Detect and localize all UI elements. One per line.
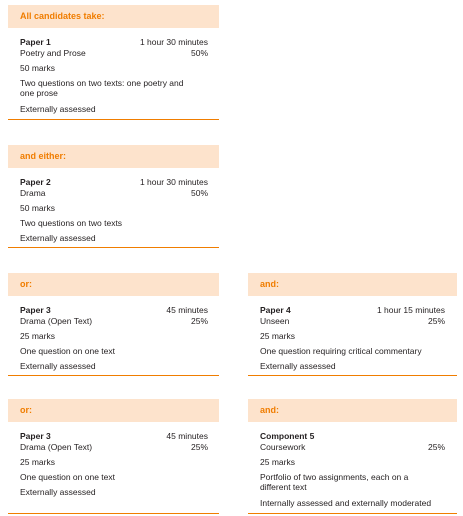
card-title: Paper 3 bbox=[20, 431, 51, 441]
component-card bbox=[8, 5, 219, 120]
card-duration: 1 hour 30 minutes bbox=[139, 177, 208, 187]
card-title: Paper 4 bbox=[260, 305, 291, 315]
card-marks: 25 marks bbox=[260, 331, 295, 341]
card-title: Paper 2 bbox=[20, 177, 51, 187]
card-subtitle: Drama (Open Text) bbox=[20, 316, 93, 326]
card-duration: 1 hour 15 minutes bbox=[376, 305, 445, 315]
card-marks: 25 marks bbox=[260, 457, 295, 467]
card-description: Portfolio of two assignments, each on a different text bbox=[260, 472, 409, 492]
card-description: One question on one text bbox=[20, 346, 115, 356]
card-weight: 25% bbox=[190, 442, 208, 452]
card-assessment: Externally assessed bbox=[20, 487, 96, 497]
card-description: Two questions on two texts: one poetry and one prose bbox=[20, 78, 184, 98]
card-duration: 45 minutes bbox=[166, 431, 208, 441]
card-subtitle: Unseen bbox=[260, 316, 290, 326]
card-divider bbox=[8, 119, 219, 120]
card-weight: 50% bbox=[190, 188, 208, 198]
card-subtitle: Coursework bbox=[260, 442, 306, 452]
card-duration: 1 hour 30 minutes bbox=[139, 37, 208, 47]
card-title: Paper 1 bbox=[20, 37, 51, 47]
card-subtitle: Drama (Open Text) bbox=[20, 442, 93, 452]
card-weight: 25% bbox=[427, 316, 445, 326]
card-header: All candidates take: bbox=[8, 5, 219, 28]
card-title: Component 5 bbox=[260, 431, 315, 441]
card-marks: 25 marks bbox=[20, 331, 55, 341]
card-weight: 50% bbox=[190, 48, 208, 58]
card-header: or: bbox=[8, 273, 219, 296]
card-weight: 25% bbox=[427, 442, 445, 452]
card-divider bbox=[8, 247, 219, 248]
card-divider bbox=[248, 513, 457, 514]
card-assessment: Externally assessed bbox=[20, 361, 96, 371]
card-weight: 25% bbox=[190, 316, 208, 326]
card-divider bbox=[8, 513, 219, 514]
card-assessment: Internally assessed and externally moderated bbox=[260, 498, 432, 508]
card-divider bbox=[8, 375, 219, 376]
component-card bbox=[8, 399, 219, 514]
component-card bbox=[248, 399, 457, 514]
card-marks: 50 marks bbox=[20, 203, 55, 213]
card-description: One question on one text bbox=[20, 472, 115, 482]
card-assessment: Externally assessed bbox=[20, 233, 96, 243]
card-duration: 45 minutes bbox=[166, 305, 208, 315]
card-header: and: bbox=[248, 399, 457, 422]
card-title: Paper 3 bbox=[20, 305, 51, 315]
card-header: and either: bbox=[8, 145, 219, 168]
card-marks: 50 marks bbox=[20, 63, 55, 73]
card-subtitle: Poetry and Prose bbox=[20, 48, 86, 58]
component-card bbox=[8, 145, 219, 248]
component-card bbox=[248, 273, 457, 376]
card-description: Two questions on two texts bbox=[20, 218, 123, 228]
card-description: One question requiring critical commentary bbox=[260, 346, 422, 356]
card-assessment: Externally assessed bbox=[20, 104, 96, 114]
component-card bbox=[8, 273, 219, 376]
card-marks: 25 marks bbox=[20, 457, 55, 467]
card-assessment: Externally assessed bbox=[260, 361, 336, 371]
card-header: or: bbox=[8, 399, 219, 422]
card-divider bbox=[248, 375, 457, 376]
card-header: and: bbox=[248, 273, 457, 296]
card-subtitle: Drama bbox=[20, 188, 46, 198]
